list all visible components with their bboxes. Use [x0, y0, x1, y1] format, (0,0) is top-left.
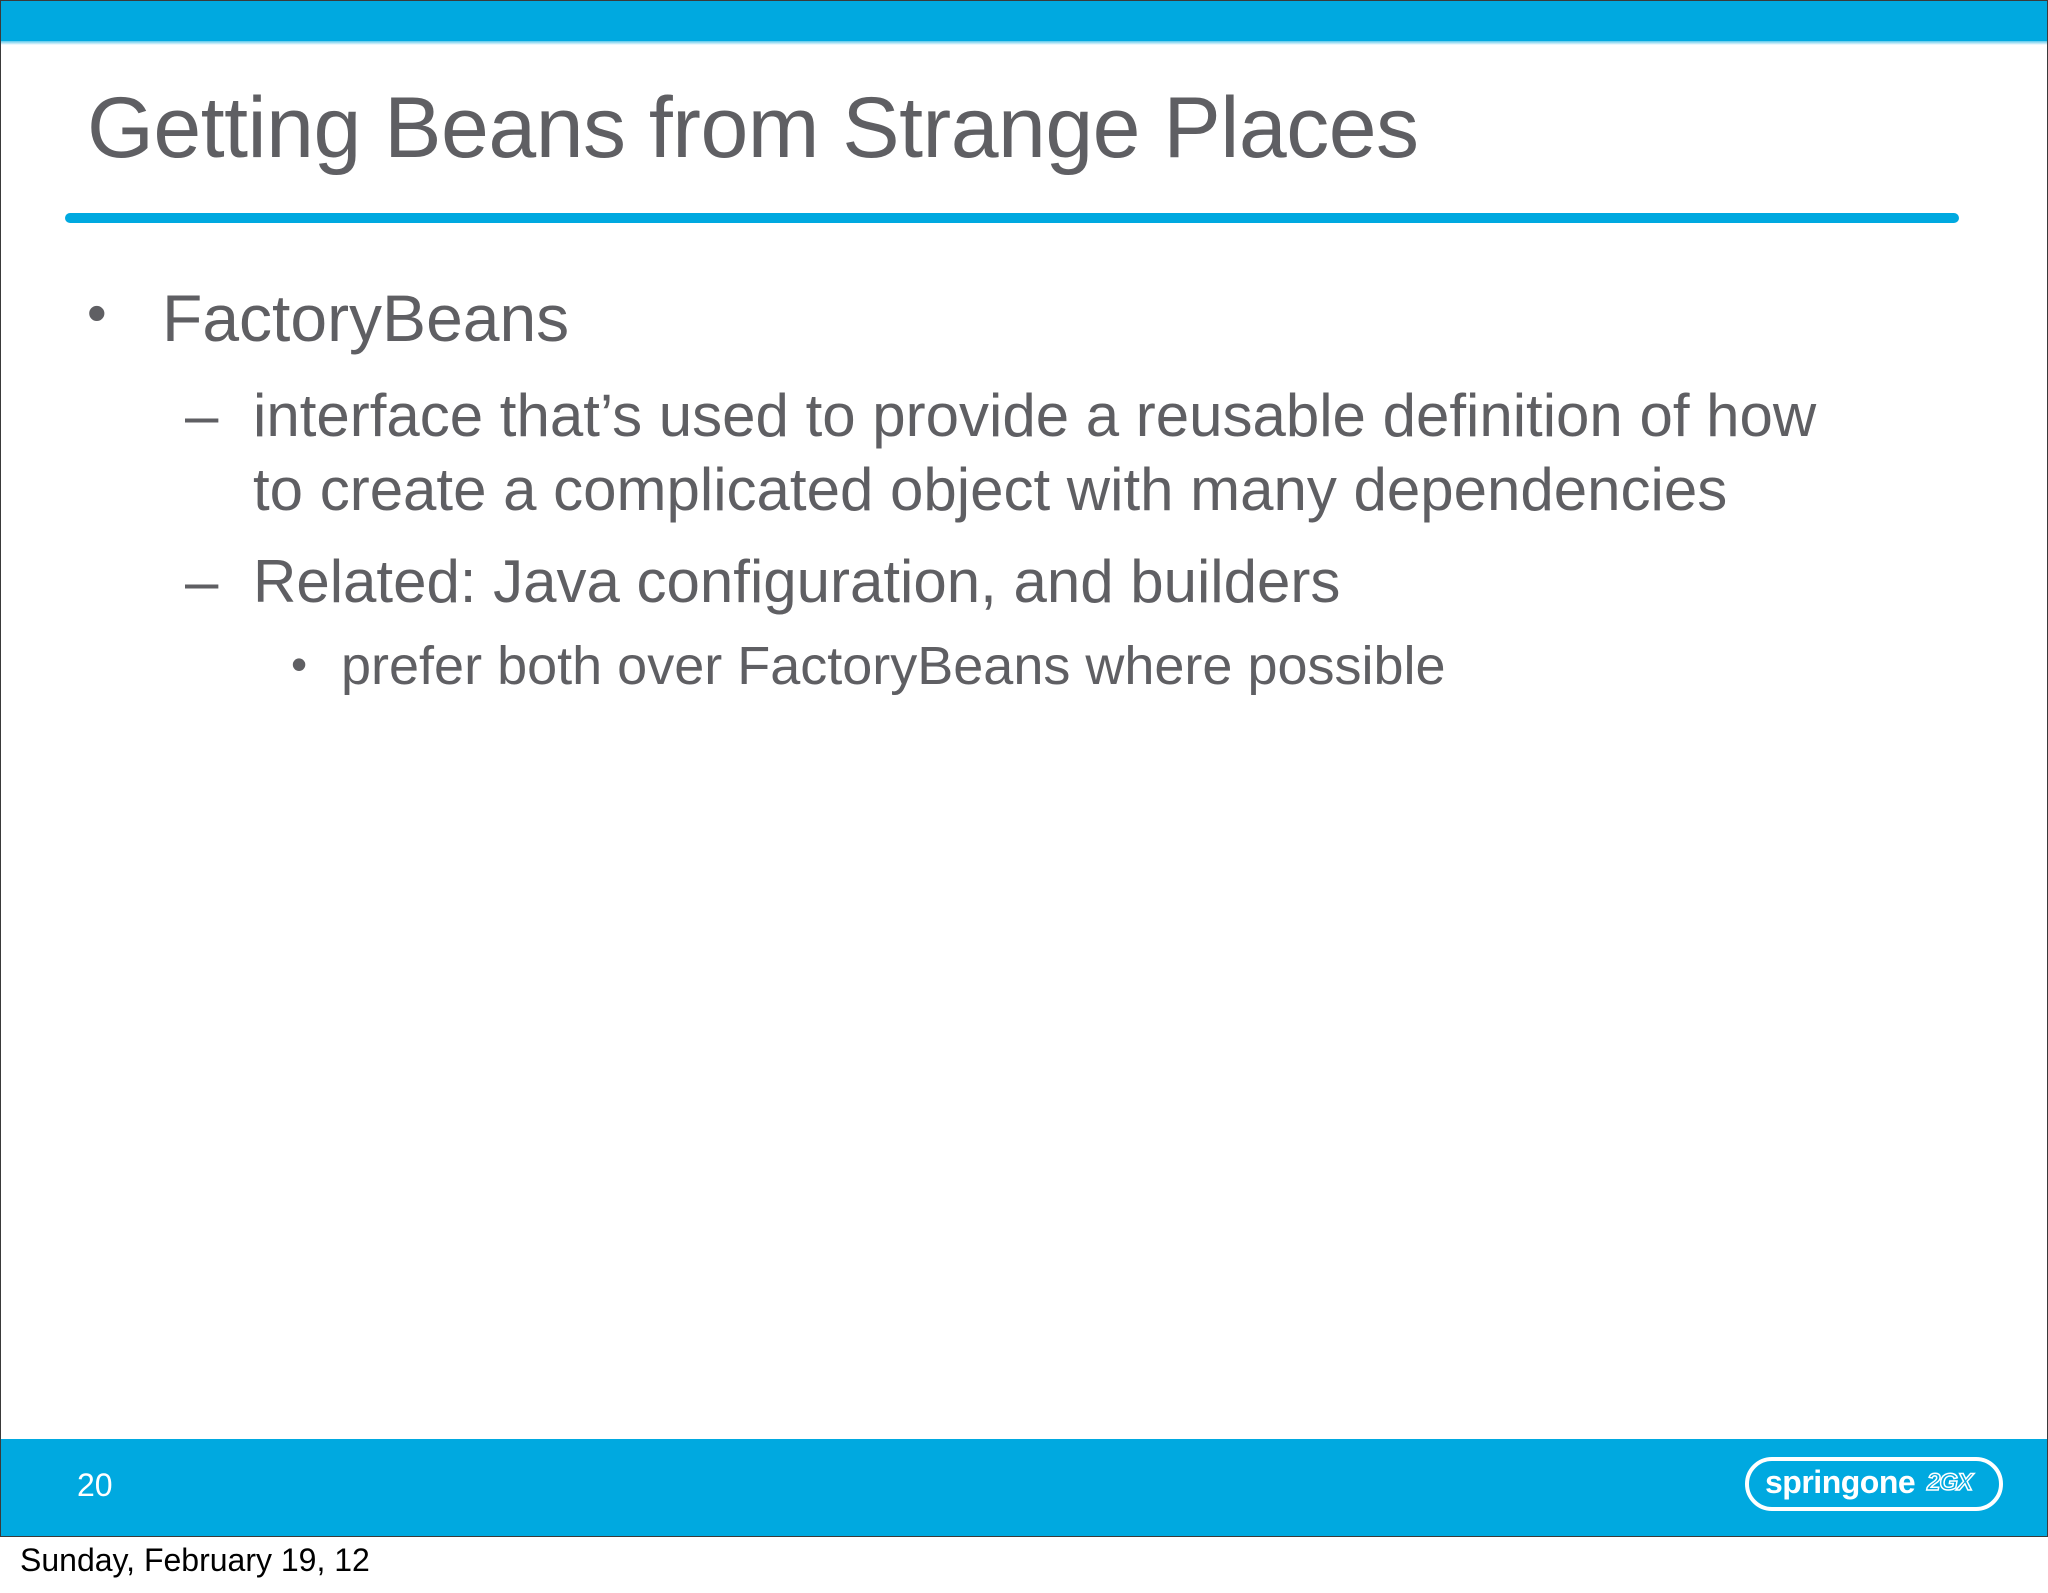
logo-wordmark: springone	[1765, 1464, 1916, 1500]
bullet-text: FactoryBeans	[162, 281, 570, 355]
date-caption: Sunday, February 19, 12	[20, 1542, 370, 1578]
logo-suffix: 2GX	[1927, 1469, 1973, 1496]
subbullet-text	[253, 379, 1816, 527]
subsubbullet-text: prefer both over FactoryBeans where possible	[341, 636, 1446, 696]
page-number: 20	[77, 1467, 113, 1503]
bullet-marker: •	[87, 281, 107, 344]
dash-marker: –	[185, 382, 219, 449]
subbullet-line-1: interface that’s used to provide a reusable definition of how	[253, 382, 1817, 449]
top-band-shade	[1, 41, 2047, 45]
subbullet-text: Related: Java configuration, and builders	[253, 548, 1341, 615]
subbullet-line-2: to create a complicated object with many dependencies	[253, 456, 1728, 523]
top-accent-band	[1, 1, 2047, 41]
bullet-marker: •	[291, 638, 308, 690]
title-underline	[65, 213, 1959, 223]
dash-marker: –	[185, 548, 219, 615]
footer-band	[1, 1439, 2047, 1536]
slide-title: Getting Beans from Strange Places	[87, 80, 1419, 176]
springone-logo	[1737, 1457, 2017, 1517]
